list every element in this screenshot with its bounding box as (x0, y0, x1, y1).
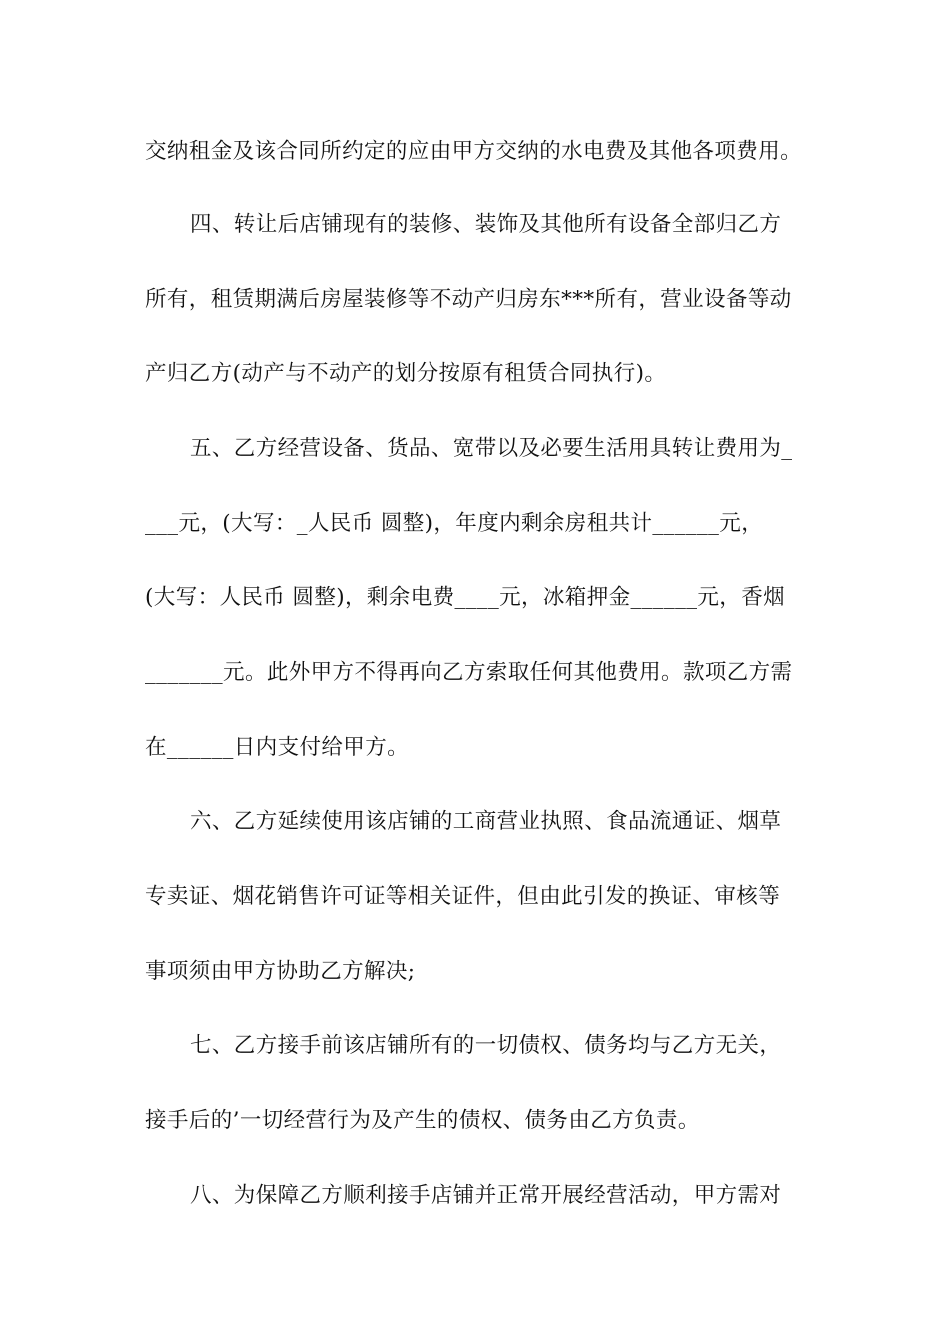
paragraph-seven-start: 七、乙方接手前该店铺所有的一切债权、债务均与乙方无关， (190, 1033, 782, 1058)
text-line: 专卖证、烟花销售许可证等相关证件，但由此引发的换证、审核等 (145, 884, 781, 909)
paragraph-five-start: 五、乙方经营设备、货品、宽带以及必要生活用具转让费用为_ (190, 436, 793, 461)
text-line: 事项须由甲方协助乙方解决; (145, 959, 416, 984)
paragraph-six-start: 六、乙方延续使用该店铺的工商营业执照、食品流通证、烟草 (190, 809, 782, 834)
text-line: 接手后的’一切经营行为及产生的债权、债务由乙方负责。 (145, 1108, 700, 1133)
paragraph-eight-start: 八、为保障乙方顺利接手店铺并正常开展经营活动，甲方需对 (190, 1183, 782, 1208)
paragraph-four-start: 四、转让后店铺现有的装修、装饰及其他所有设备全部归乙方 (190, 212, 782, 237)
text-line: 所有，租赁期满后房屋装修等不动产归房东***所有，营业设备等动 (145, 287, 792, 312)
text-line: 交纳租金及该合同所约定的应由甲方交纳的水电费及其他各项费用。 (145, 139, 803, 164)
text-line: ___元，(大写：_人民币 圆整)，年度内剩余房租共计______元， (145, 511, 764, 536)
text-line: (大写：人民币 圆整)，剩余电费____元，冰箱押金______元，香烟 (145, 585, 786, 610)
text-line: 在______日内支付给甲方。 (145, 735, 410, 760)
text-line: _______元。此外甲方不得再向乙方索取任何其他费用。款项乙方需 (145, 660, 793, 685)
text-line: 产归乙方(动产与不动产的划分按原有租赁合同执行)。 (145, 361, 667, 386)
